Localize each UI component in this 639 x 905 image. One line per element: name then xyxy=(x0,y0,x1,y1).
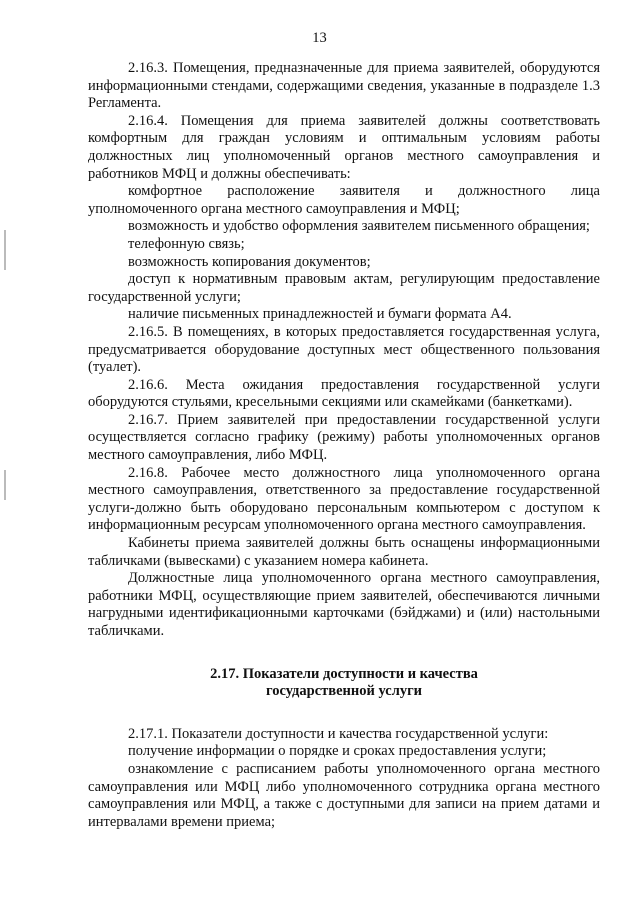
paragraph-2-16-7: 2.16.7. Прием заявителей при предоставлении государственной услуги осуществляется согласно графику (режиму) работы уполномоченных органов местного самоуправления, либо МФЦ. xyxy=(88,411,600,464)
list-item-stationery: наличие письменных принадлежностей и бумаги формата А4. xyxy=(128,306,512,323)
heading-line-2: государственной услуги xyxy=(265,683,423,700)
paragraph-cabinets: Кабинеты приема заявителей должны быть оснащены информационными табличками (вывесками) с указанием номера кабинета. xyxy=(88,535,600,569)
list-item-legal-acts: доступ к нормативным правовым актам, регулирующим предоставление государственной услуги; xyxy=(88,271,600,305)
scan-edge-mark xyxy=(4,470,6,500)
paragraph-2-16-8: 2.16.8. Рабочее место должностного лица уполномоченного органа местного самоуправления, ответственного за предоставление государственной услуги-должно быть оборудовано персональным компьютером с доступом к информационным ресурсам уполномоченного органа местного самоуправления. xyxy=(88,464,600,534)
list-item-copying: возможность копирования документов; xyxy=(128,253,371,270)
paragraph-2-16-3: 2.16.3. Помещения, предназначенные для приема заявителей, оборудуются информационными стендами, содержащими сведения, указанные в подразделе 1.3 Регламента. xyxy=(88,60,600,112)
scan-edge-mark xyxy=(4,230,6,270)
list-item-phone: телефонную связь; xyxy=(128,235,245,252)
paragraph-2-16-6: 2.16.6. Места ожидания предоставления государственной услуги оборудуются стульями, кресельными секциями или скамейками (банкетками). xyxy=(88,376,600,411)
section-heading-2-17 xyxy=(88,666,600,701)
paragraph-2-17-1: 2.17.1. Показатели доступности и качества государственной услуги: xyxy=(128,725,549,742)
list-item-location: комфортное расположение заявителя и должностного лица уполномоченного органа местного самоуправления и МФЦ; xyxy=(88,183,600,217)
list-item-schedule: ознакомление с расписанием работы уполномоченного органа местного самоуправления или МФЦ либо уполномоченного сотрудника органа местного самоуправления или МФЦ, а также с доступными для записи на прием датами и интервалами времени приема; xyxy=(88,760,600,830)
heading-line-1: 2.17. Показатели доступности и качества xyxy=(210,665,478,682)
page-number: 13 xyxy=(312,30,327,46)
list-item-written-appeal: возможность и удобство оформления заявителем письменного обращения; xyxy=(128,218,590,235)
document-body xyxy=(88,60,600,831)
paragraph-2-16-4: 2.16.4. Помещения для приема заявителей должны соответствовать комфортным для граждан условиям и оптимальным условиям работы должностных лиц уполномоченный органов местного самоуправления и работников МФЦ и должны обеспечивать: xyxy=(88,112,600,182)
paragraph-badges: Должностные лица уполномоченного органа местного самоуправления, работники МФЦ, осуществляющие прием заявителей, обеспечиваются личными нагрудными идентификационными карточками (бэйджами) и (или) настольными табличками. xyxy=(88,570,600,639)
paragraph-2-16-5: 2.16.5. В помещениях, в которых предоставляется государственная услуга, предусматривается оборудование доступных мест общественного пользования (туалет). xyxy=(88,323,600,376)
list-item-info: получение информации о порядке и сроках предоставления услуги; xyxy=(128,743,547,760)
